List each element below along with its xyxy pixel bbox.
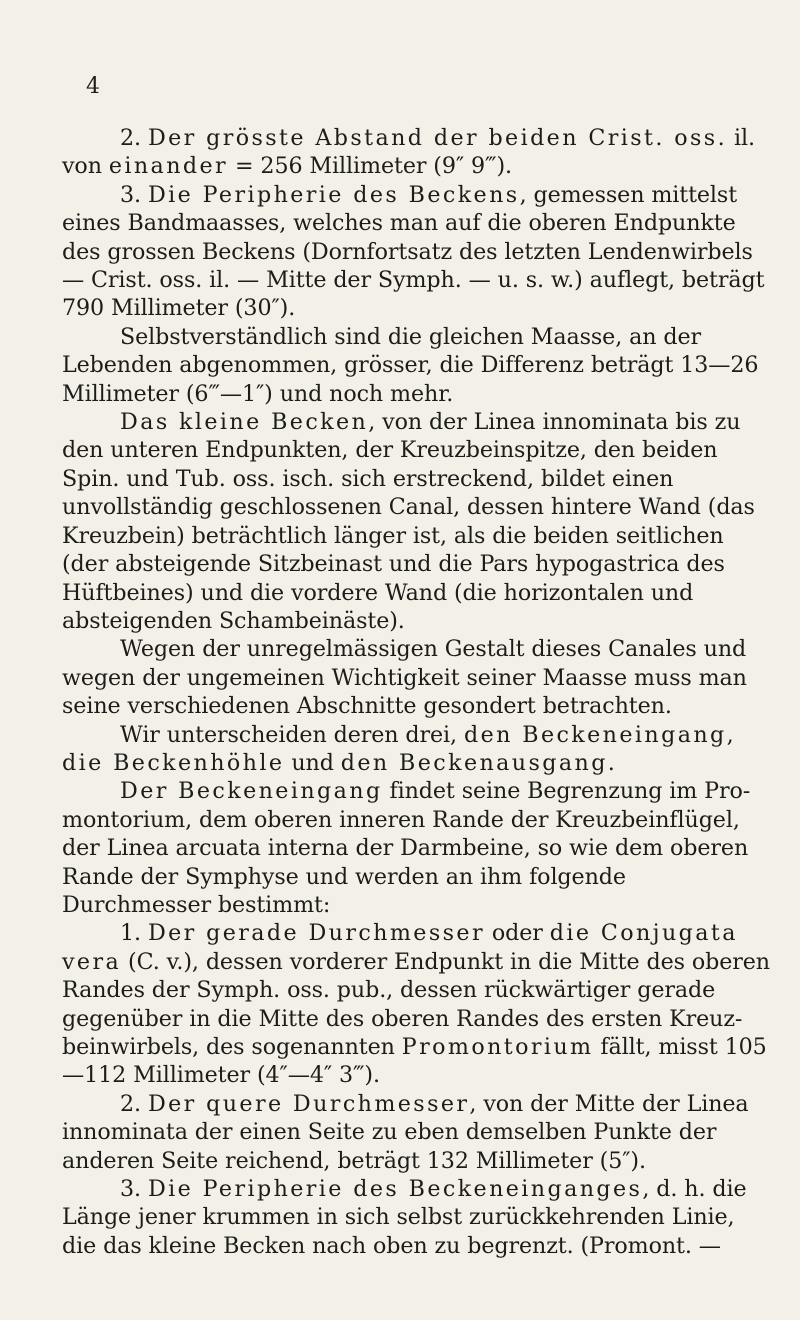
paragraph: Selbstverständlich sind die gleichen Maasse, an der Lebenden abgenommen, grösser, die Differenz beträgt 13—26 Millimeter (6‴—1″) und noch mehr. bbox=[62, 323, 759, 407]
spaced-term: die Beckenhöhle bbox=[62, 749, 285, 776]
spaced-term: Der Beckeneingang bbox=[120, 778, 383, 805]
page-number: 4 bbox=[86, 74, 100, 99]
paragraph: 3. Die Peripherie des Beckeneinganges, d. h. die Länge jener krummen in sich selbst zurückkehrenden Linie, die das kleine Becken nach oben zu begrenzt. (Promont. — bbox=[62, 1176, 747, 1259]
paragraph: 3. Die Peripherie des Beckens, gemessen mittelst eines Bandmaasses, welches man auf die oberen Endpunkte des grossen Beckens (Dornfortsatz des letzten Lendenwirbels — Crist. oss. il. — Mitte der Symph. — u. s. w.) auflegt, beträgt 790 Millimeter (30″). bbox=[62, 181, 765, 322]
paragraph: Das kleine Becken, von der Linea innominata bis zu den unteren Endpunkten, der Kreuzbeinspitze, den beiden Spin. und Tub. oss. isch. sich erstreckend, bildet einen unvollständig geschlossenen Canal, dessen hintere Wand (das Kreuzbein) beträchtlich länger ist, als die beiden seitlichen (der absteigende Sitzbeinast und die Pars hypogastrica des Hüftbeines) und die vordere Wand (die horizontalen und absteigenden Schambeinäste). bbox=[62, 409, 755, 634]
paragraph: Der Beckeneingang findet seine Begrenzung im Promontorium, dem oberen inneren Rande der Kreuzbeinflügel, der Linea arcuata interna der Darmbeine, so wie dem oberen Rande der Symphyse und werden an ihm folgende Durchmesser bestimmt: bbox=[62, 778, 751, 918]
spaced-term: Der grösste Abstand der beiden Crist. oss. bbox=[147, 125, 728, 151]
spaced-term: Die Peripherie des Beckeneinganges bbox=[147, 1176, 643, 1203]
spaced-term: einander bbox=[108, 153, 229, 180]
spaced-term: Die Peripherie des Beckens bbox=[147, 181, 520, 208]
paragraph: Wegen der unregelmässigen Gestalt dieses Canales und wegen der ungemeinen Wichtigkeit seiner Maasse muss man seine verschiedenen Abschnitte gesondert betrachten. bbox=[62, 636, 747, 720]
paragraph: 1. Der gerade Durchmesser oder die Conjugata vera (C. v.), dessen vorderer Endpunkt in die Mitte des oberen Randes der Symph. oss. pub., dessen rückwärtiger gerade gegenüber in die Mitte des oberen Randes des ersten Kreuzbeinwirbels, des sogenannten Promontorium fällt, misst 105—112 Millimeter (4″—4″ 3‴). bbox=[62, 920, 770, 1089]
paragraph: 2. Der quere Durchmesser, von der Mitte der Linea innominata der einen Seite zu eben demselben Punkte der anderen Seite reichend, beträgt 132 Millimeter (5″). bbox=[62, 1090, 749, 1174]
spaced-term: Das kleine Becken bbox=[120, 409, 369, 436]
body-text bbox=[62, 124, 774, 1260]
spaced-term: den Beckeneingang bbox=[463, 721, 727, 748]
spaced-term: Promontorium bbox=[401, 1034, 594, 1060]
paragraph: 2. Der grösste Abstand der beiden Crist. oss. il. von einander = 256 Millimeter (9″ 9‴). bbox=[62, 125, 755, 180]
paragraph: Wir unterscheiden deren drei, den Beckeneingang, die Beckenhöhle und den Beckenausgang. bbox=[62, 721, 734, 776]
spaced-term: die Conjugata vera bbox=[62, 920, 738, 975]
spaced-term: den Beckenausgang bbox=[340, 749, 608, 776]
spaced-term: Der gerade Durchmesser bbox=[147, 920, 485, 947]
spaced-term: Der quere Durchmesser bbox=[147, 1090, 470, 1117]
